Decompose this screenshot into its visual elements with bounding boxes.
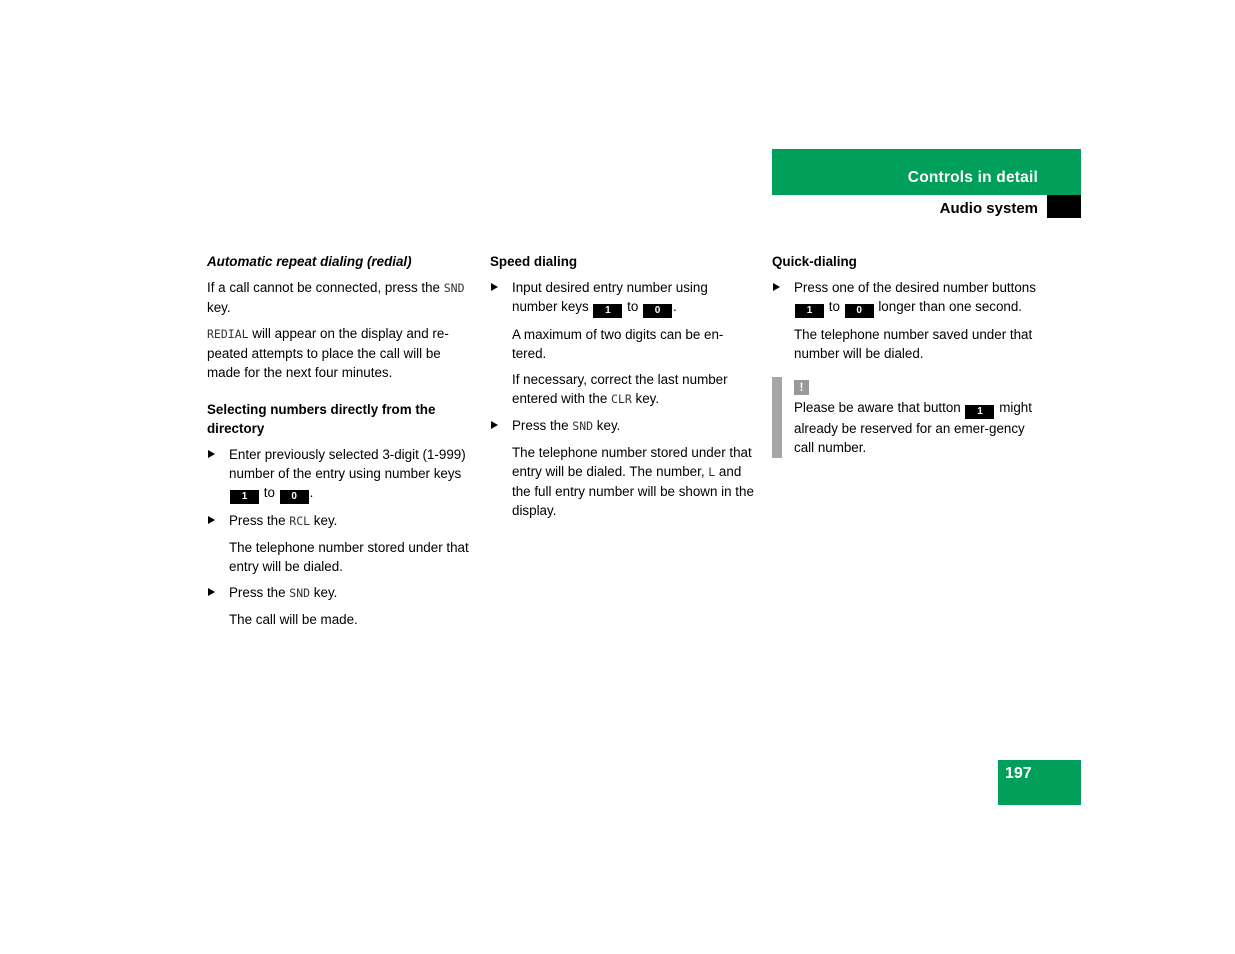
text: Enter previously selected 3-digit (1-999) number of the entry using number keys	[229, 447, 466, 481]
key-1-icon: 1	[965, 405, 994, 419]
header-marker-block	[1047, 195, 1081, 218]
directory-heading: Selecting numbers directly from the directory	[207, 402, 436, 436]
display-text-l: L	[708, 465, 716, 479]
speed-dialing-heading: Speed dialing	[490, 254, 578, 269]
display-text-redial: REDIAL	[207, 327, 249, 341]
text: Press one of the desired number buttons	[794, 280, 1036, 295]
text: to	[825, 299, 844, 314]
speed-step-1-note-2	[490, 370, 756, 409]
subsection-header	[772, 195, 1047, 219]
key-0-icon: 0	[643, 304, 672, 318]
key-1-icon: 1	[795, 304, 824, 318]
page-number-box	[998, 760, 1081, 805]
quick-dialing-heading: Quick-dialing	[772, 254, 857, 269]
text: key.	[593, 418, 621, 433]
directory-step-2	[207, 511, 469, 531]
bullet-arrow-icon	[491, 421, 498, 429]
text: might already be reserved for an emer-gency call number.	[794, 400, 1032, 455]
key-1-icon: 1	[593, 304, 622, 318]
text: key.	[631, 391, 660, 406]
text: Press the	[229, 585, 290, 600]
bullet-arrow-icon	[773, 283, 780, 291]
directory-step-3	[207, 583, 469, 603]
quick-step-1-result: The telephone number saved under that number will be dialed.	[794, 327, 1033, 361]
quick-step-1	[772, 278, 1044, 318]
text: Please be aware that button	[794, 400, 965, 415]
text: .	[673, 299, 677, 314]
speed-step-1-note-1: A maximum of two digits can be en-tered.	[512, 327, 724, 361]
display-text-snd: SND	[289, 586, 311, 600]
section-header	[772, 149, 1081, 195]
text: will appear on the display and re-peated attempts to place the call will be made for the next four minutes.	[207, 326, 449, 380]
display-text-clr: CLR	[611, 392, 632, 406]
redial-paragraph-1	[207, 278, 469, 317]
text: to	[260, 485, 279, 500]
speed-step-2	[490, 416, 756, 436]
column-right	[772, 252, 1044, 457]
directory-step-1	[207, 445, 469, 504]
text: key.	[310, 513, 338, 528]
text: Press the	[512, 418, 573, 433]
note-bar	[772, 377, 782, 458]
redial-heading: Automatic repeat dialing (redial)	[207, 254, 412, 269]
section-title: Controls in detail	[907, 169, 1038, 186]
key-0-icon: 0	[845, 304, 874, 318]
text: If a call cannot be connected, press the	[207, 280, 444, 295]
text: key.	[310, 585, 338, 600]
column-middle	[490, 252, 756, 527]
display-text-snd: SND	[443, 281, 465, 295]
key-1-icon: 1	[230, 490, 259, 504]
text: Press the	[229, 513, 290, 528]
directory-step-3-result: The call will be made.	[229, 612, 358, 627]
column-left	[207, 252, 469, 636]
bullet-arrow-icon	[208, 516, 215, 524]
subsection-title: Audio system	[939, 200, 1038, 217]
display-text-rcl: RCL	[289, 514, 311, 528]
text: Input desired entry number using number keys	[512, 280, 708, 314]
redial-paragraph-2	[207, 324, 469, 382]
bullet-arrow-icon	[208, 450, 215, 458]
key-0-icon: 0	[280, 490, 309, 504]
speed-step-1	[490, 278, 756, 318]
page-number: 197	[1005, 765, 1032, 782]
warning-icon: !	[794, 380, 809, 395]
text: longer than one second.	[874, 299, 1023, 314]
text: key.	[207, 300, 231, 315]
text: to	[623, 299, 642, 314]
text: and the full entry number will be shown in the display.	[512, 464, 754, 518]
speed-step-2-result	[490, 443, 756, 520]
bullet-arrow-icon	[491, 283, 498, 291]
bullet-arrow-icon	[208, 588, 215, 596]
text: .	[309, 485, 314, 500]
directory-step-2-result: The telephone number stored under that entry will be dialed.	[229, 540, 469, 574]
warning-text	[794, 398, 1044, 457]
text: The telephone number stored under that entry will be dialed. The number,	[512, 445, 752, 479]
text: If necessary, correct the last number entered with the	[512, 372, 728, 406]
warning-note	[772, 377, 1044, 457]
display-text-snd: SND	[572, 419, 594, 433]
